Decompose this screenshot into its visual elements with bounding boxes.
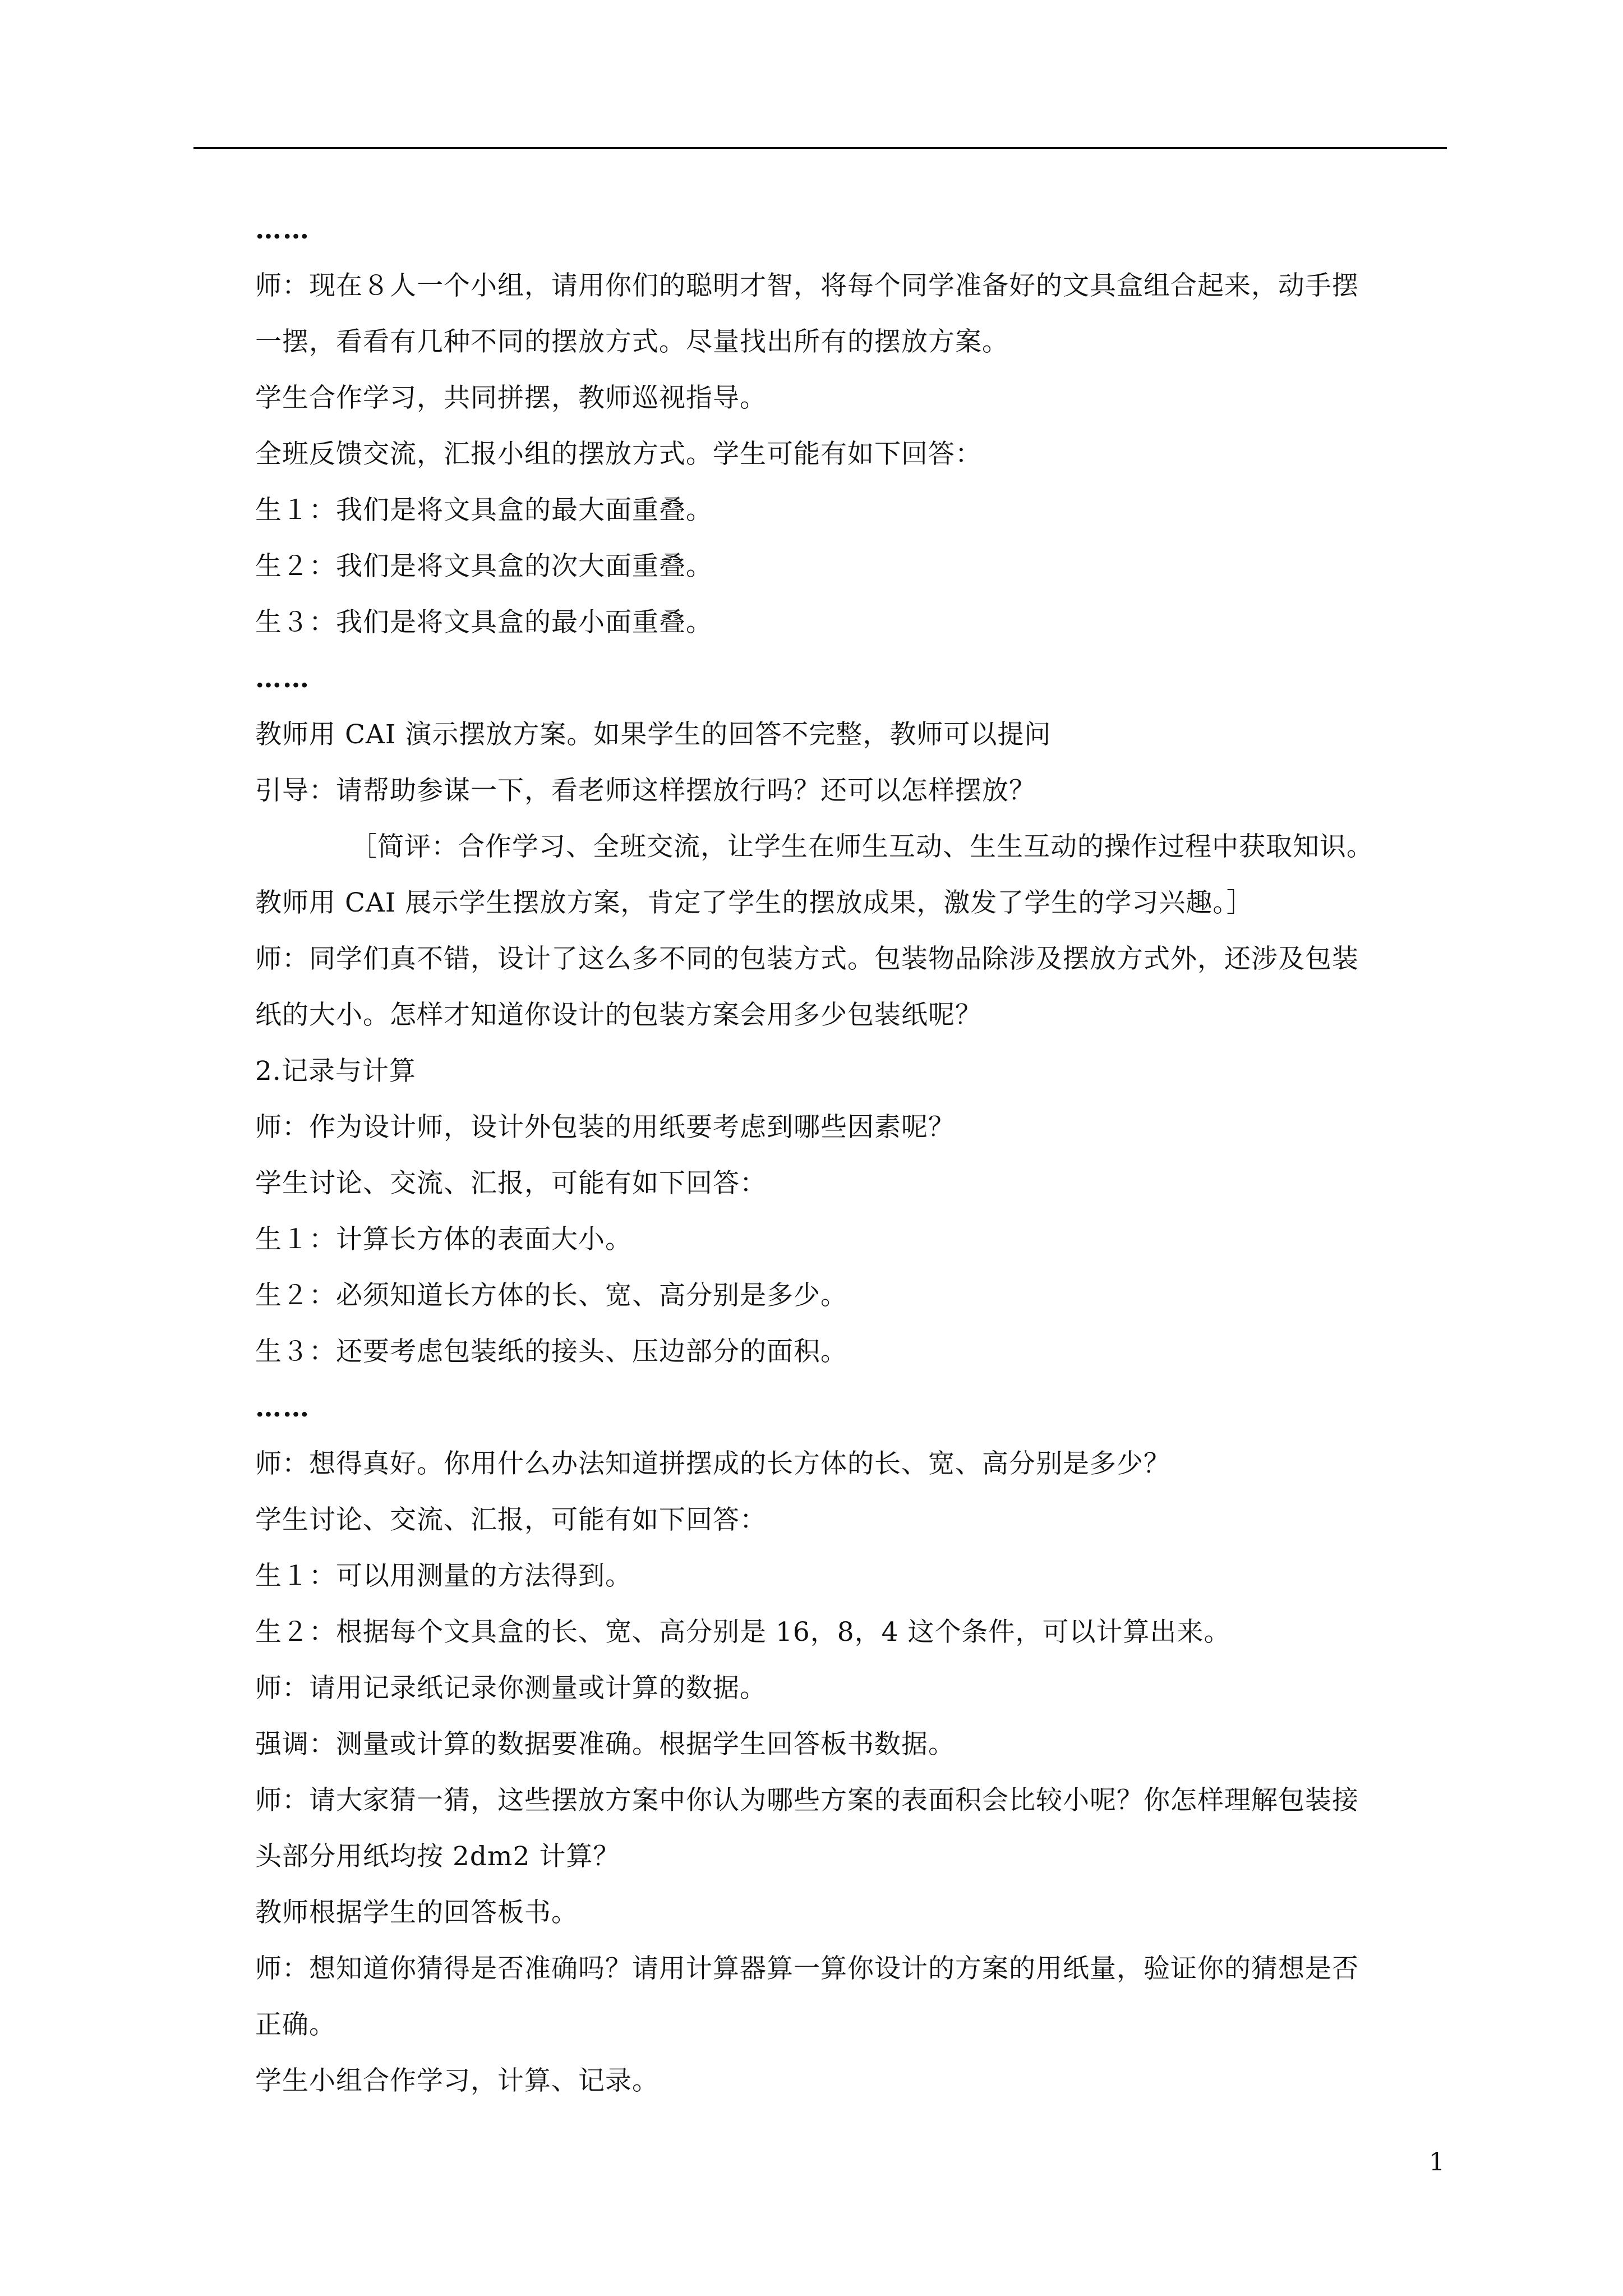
paragraph-line: 生２：必须知道长方体的长、宽、高分别是多少。 xyxy=(255,1280,847,1311)
ellipsis-line: …… xyxy=(255,1392,310,1423)
commentary-line: ［简评：合作学习、全班交流，让学生在师生互动、生生互动的操作过程中获取知识。 xyxy=(351,831,1373,862)
paragraph-line: 纸的大小。怎样才知道你设计的包装方案会用多少包装纸呢？ xyxy=(255,1000,982,1030)
paragraph-line: 师：现在８人一个小组，请用你们的聪明才智，将每个同学准备好的文具盒组合起来，动手摆 xyxy=(255,270,1359,301)
paragraph-line: 强调：测量或计算的数据要准确。根据学生回答板书数据。 xyxy=(255,1729,955,1760)
paragraph-line: 生１：我们是将文具盒的最大面重叠。 xyxy=(255,495,713,526)
paragraph-line: 师：请用记录纸记录你测量或计算的数据。 xyxy=(255,1673,767,1704)
paragraph-line: 生２：我们是将文具盒的次大面重叠。 xyxy=(255,551,713,582)
paragraph-line: 师：同学们真不错，设计了这么多不同的包装方式。包装物品除涉及摆放方式外，还涉及包装 xyxy=(255,944,1359,974)
paragraph-line: 生１：计算长方体的表面大小。 xyxy=(255,1224,632,1255)
paragraph-line: 师：请大家猜一猜，这些摆放方案中你认为哪些方案的表面积会比较小呢？你怎样理解包装接 xyxy=(255,1785,1359,1816)
page-number: 1 xyxy=(1429,2148,1445,2177)
paragraph-line: 学生讨论、交流、汇报，可能有如下回答： xyxy=(255,1168,767,1199)
paragraph-line: 全班反馈交流，汇报小组的摆放方式。学生可能有如下回答： xyxy=(255,439,982,470)
ellipsis-line: …… xyxy=(255,214,310,245)
paragraph-line: 一摆，看看有几种不同的摆放方式。尽量找出所有的摆放方案。 xyxy=(255,326,1009,357)
paragraph-line: 学生讨论、交流、汇报，可能有如下回答： xyxy=(255,1504,767,1535)
paragraph-line: 教师用 CAI 演示摆放方案。如果学生的回答不完整，教师可以提问 xyxy=(255,719,1052,750)
header-rule xyxy=(193,147,1447,149)
paragraph-line: 生３：我们是将文具盒的最小面重叠。 xyxy=(255,607,713,638)
paragraph-line: 学生小组合作学习，计算、记录。 xyxy=(255,2065,659,2096)
paragraph-line: 生２：根据每个文具盒的长、宽、高分别是 16，8，4 这个条件，可以计算出来。 xyxy=(255,1617,1231,1648)
ellipsis-line: …… xyxy=(255,663,310,694)
paragraph-line: 头部分用纸均按 2dm2 计算？ xyxy=(255,1841,620,1872)
paragraph-line: 生１：可以用测量的方法得到。 xyxy=(255,1561,632,1591)
document-body xyxy=(255,202,1458,2109)
paragraph-line: 正确。 xyxy=(255,2009,336,2040)
section-heading: 2.记录与计算 xyxy=(255,1056,416,1087)
paragraph-line: 学生合作学习，共同拼摆，教师巡视指导。 xyxy=(255,383,767,413)
paragraph-line: 教师根据学生的回答板书。 xyxy=(255,1897,578,1928)
paragraph-line: 师：想得真好。你用什么办法知道拼摆成的长方体的长、宽、高分别是多少？ xyxy=(255,1448,1170,1479)
paragraph-line: 师：作为设计师，设计外包装的用纸要考虑到哪些因素呢？ xyxy=(255,1112,955,1143)
paragraph-line: 引导：请帮助参谋一下，看老师这样摆放行吗？还可以怎样摆放？ xyxy=(255,775,1036,806)
paragraph-line: 师：想知道你猜得是否准确吗？请用计算器算一算你设计的方案的用纸量，验证你的猜想是否 xyxy=(255,1953,1359,1984)
commentary-line: 教师用 CAI 展示学生摆放方案，肯定了学生的摆放成果，激发了学生的学习兴趣。］ xyxy=(255,887,1253,918)
paragraph-line: 生３：还要考虑包装纸的接头、压边部分的面积。 xyxy=(255,1336,847,1367)
